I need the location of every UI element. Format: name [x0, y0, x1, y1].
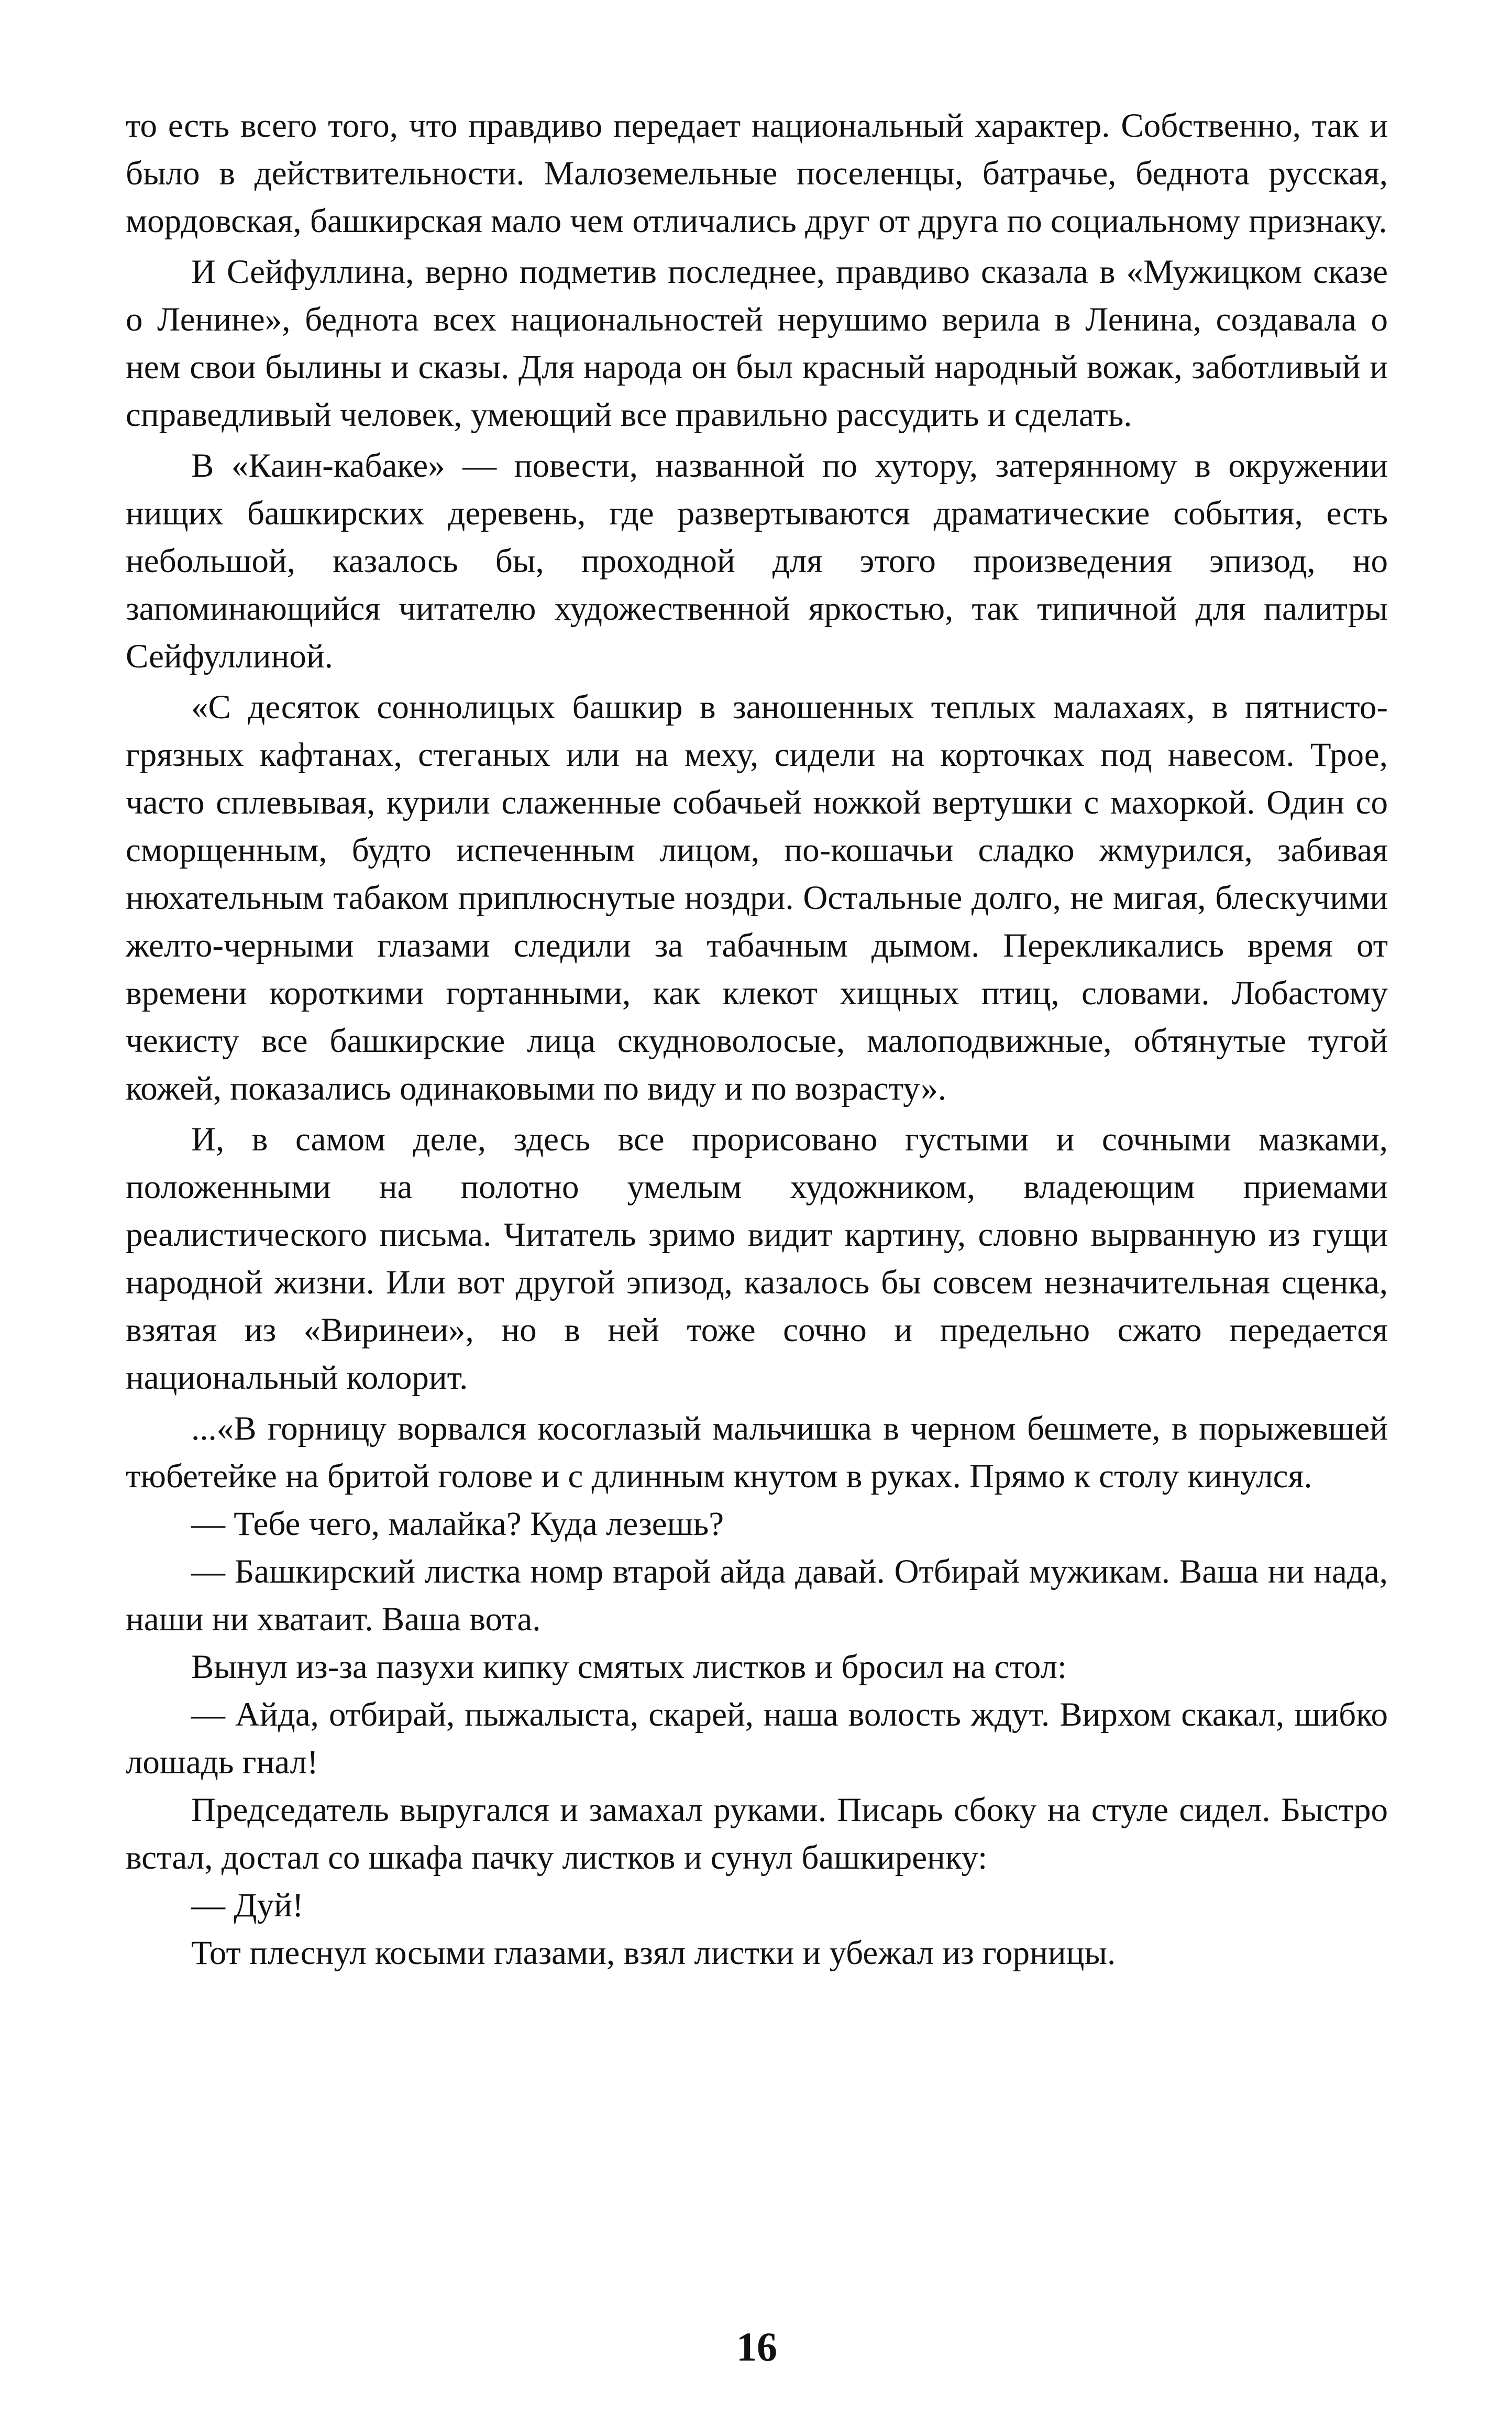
dialogue-line-2: — Башкирский листка номр втарой айда давай. Отбирай мужикам. Ваша ни нада, наши ни хватаит. Ваша вота.	[126, 1553, 1388, 1638]
paragraph-1: то есть всего того, что правдиво передает национальный характер. Собственно, так и было в действительности. Малоземельные поселенцы, батрачье, беднота русская, мордовская, башкирская мало чем отличались друг от друга по социальному признаку.	[126, 107, 1388, 240]
narration-line-2: Председатель выругался и замахал руками. Писарь сбоку на стуле сидел. Быстро встал, достал со шкафа пачку листков и сунул башкиренку:	[126, 1791, 1388, 1877]
paragraph-2: И Сейфуллина, верно подметив последнее, правдиво сказала в «Мужицком сказе о Ленине», беднота всех национальностей нерушимо верила в Ленина, создавала о нем свои былины и сказы. Для народа он был красный народный вожак, заботливый и справедливый человек, умеющий все правильно рассудить и сделать.	[126, 253, 1388, 434]
dialogue-line-4: — Дуй!	[191, 1886, 304, 1924]
paragraph-4-quote: «С десяток соннолицых башкир в заношенных теплых малахаях, в пятнисто-грязных кафтанах, стеганых или на меху, сидели на корточках под навесом. Трое, часто сплевывая, курили слаженные собачьей ножкой вертушки с махоркой. Один со сморщенным, будто испеченным лицом, по-кошачьи сладко жмурился, забивая нюхательным табаком приплюснутые ноздри. Остальные долго, не мигая, блескучими желто-черными глазами следили за табачным дымом. Перекликались время от времени короткими гортанными, как клекот хищных птиц, словами. Лобастому чекисту все башкирские лица скудноволосые, малоподвижные, обтянутые тугой кожей, показались одинаковыми по виду и по возрасту».	[126, 688, 1388, 1107]
dialogue-line-1: — Тебе чего, малайка? Куда лезешь?	[191, 1505, 724, 1543]
dialogue-line-3: — Айда, отбирай, пыжалыста, скарей, наша волость ждут. Вирхом скакал, шибко лошадь гнал!	[126, 1696, 1388, 1781]
page-number: 16	[736, 2324, 777, 2369]
paragraph-6-quote: ...«В горницу ворвался косоглазый мальчишка в черном бешмете, в порыжевшей тюбетейке на бритой голове и с длинным кнутом в руках. Прямо к столу кинулся.	[126, 1410, 1388, 1495]
narration-line-1: Вынул из-за пазухи кипку смятых листков и бросил на стол:	[191, 1648, 1067, 1686]
paragraph-3: В «Каин-кабаке» — повести, названной по хутору, затерянному в окружении нищих башкирских деревень, где развертываются драматические события, есть небольшой, казалось бы, проходной для этого произведения эпизод, но запоминающийся читателю художественной яркостью, так типичной для палитры Сейфуллиной.	[126, 447, 1388, 675]
narration-line-3: Тот плеснул косыми глазами, взял листки и убежал из горницы.	[191, 1934, 1116, 1972]
document-page	[126, 102, 1388, 2369]
paragraph-5: И, в самом деле, здесь все прорисовано густыми и сочными мазками, положенными на полотно умелым художником, владеющим приемами реалистического письма. Читатель зримо видит картину, словно вырванную из гущи народной жизни. Или вот другой эпизод, казалось бы совсем незначительная сценка, взятая из «Виринеи», но в ней тоже сочно и предельно сжато передается национальный колорит.	[126, 1121, 1388, 1397]
